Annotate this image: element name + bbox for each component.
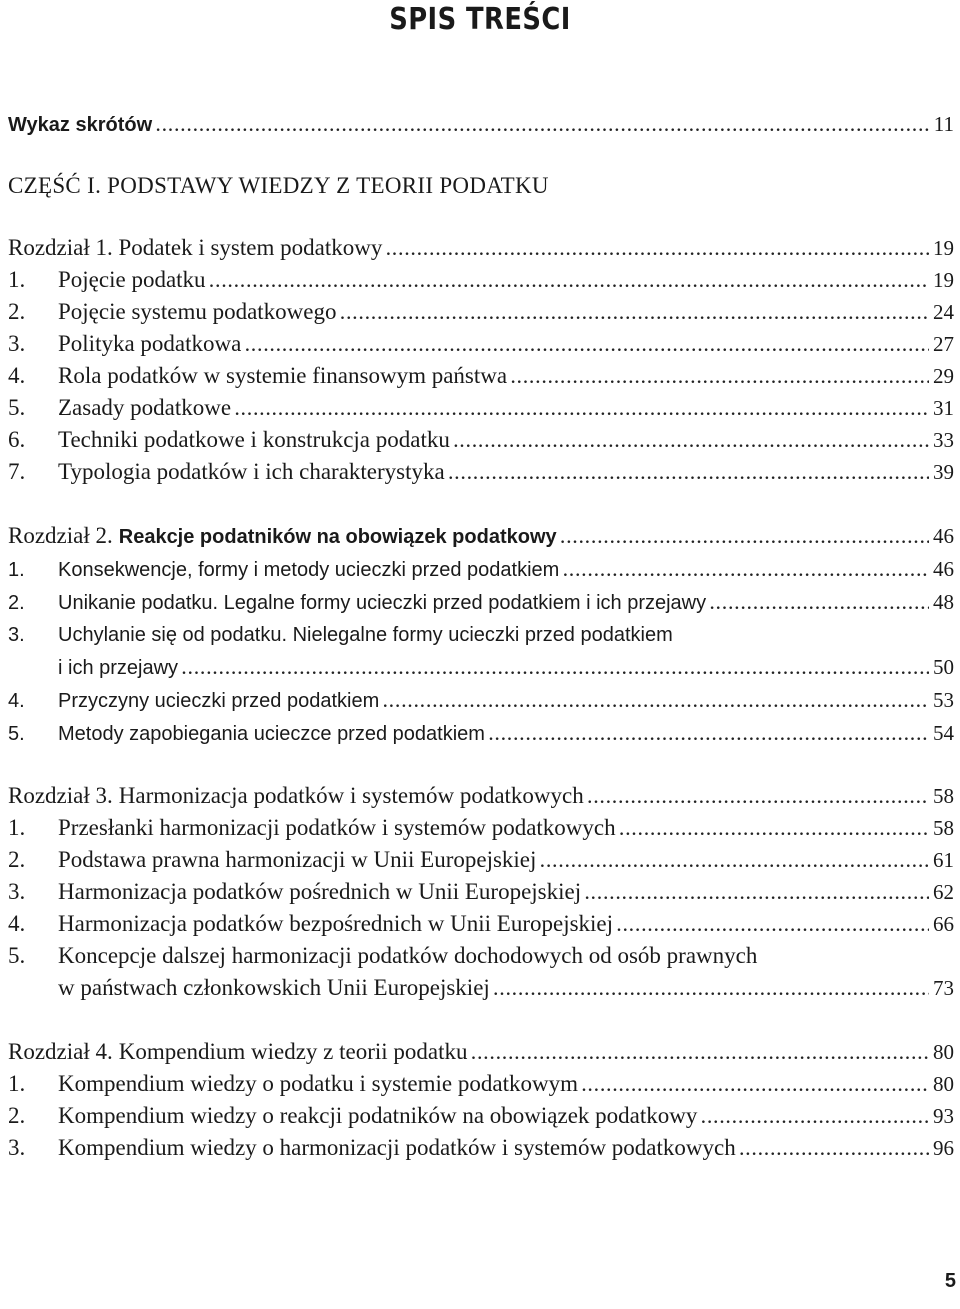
chapter-prefix: Rozdział 2. <box>8 523 113 548</box>
dot-leader <box>511 363 929 395</box>
item-label: Konsekwencje, formy i metody ucieczki przed podatkiem <box>58 559 560 581</box>
toc-item[interactable] <box>8 908 954 940</box>
item-number: 3. <box>8 1135 26 1160</box>
toc-item[interactable] <box>8 424 954 456</box>
toc-item[interactable] <box>8 717 954 749</box>
item-page: 58 <box>933 816 954 840</box>
chapter-3-heading[interactable] <box>8 780 954 812</box>
item-label: Zasady podatkowe <box>58 395 232 420</box>
dot-leader <box>540 847 929 879</box>
dot-leader <box>489 720 929 752</box>
toc-item[interactable] <box>8 586 954 618</box>
item-label: Harmonizacja podatków pośrednich w Unii Europejskiej <box>58 879 582 904</box>
item-number: 5. <box>8 723 25 745</box>
dot-leader <box>561 523 929 555</box>
item-page: 66 <box>933 912 954 936</box>
chapter-prefix: Rozdział 3. <box>8 783 113 808</box>
item-page: 53 <box>933 688 954 712</box>
dot-leader <box>494 975 929 1007</box>
item-label-continued: w państwach członkowskich Unii Europejskiej <box>58 975 490 1000</box>
dot-leader <box>341 299 929 331</box>
dot-leader <box>472 1039 929 1071</box>
page-number: 5 <box>944 1270 956 1292</box>
item-label: Koncepcje dalszej harmonizacji podatków dochodowych od osób prawnych <box>58 943 758 968</box>
chapter-label: Harmonizacja podatków i systemów podatkowych <box>118 783 584 808</box>
part-title: CZĘŚĆ I. PODSTAWY WIEDZY Z TEORII PODATKU <box>8 173 549 198</box>
item-label: Kompendium wiedzy o reakcji podatników na obowiązek podatkowy <box>58 1103 698 1128</box>
item-page: 73 <box>933 976 954 1000</box>
chapter-prefix: Rozdział 4. <box>8 1039 113 1064</box>
item-number: 2. <box>8 592 25 614</box>
dot-leader <box>383 687 929 719</box>
toc-item[interactable] <box>8 328 954 360</box>
item-number: 1. <box>8 559 25 581</box>
item-page: 93 <box>933 1104 954 1128</box>
item-page: 46 <box>933 557 954 581</box>
item-label: Rola podatków w systemie finansowym państwa <box>58 363 508 388</box>
item-label: Metody zapobiegania ucieczce przed podatkiem <box>58 723 485 745</box>
toc-item-continuation[interactable] <box>8 972 954 1004</box>
dot-leader <box>386 235 929 267</box>
item-number: 5. <box>8 395 26 420</box>
item-page: 80 <box>933 1072 954 1096</box>
item-number: 3. <box>8 879 26 904</box>
dot-leader <box>210 267 929 299</box>
item-label: Polityka podatkowa <box>58 331 242 356</box>
item-page: 39 <box>933 460 954 484</box>
toc-item[interactable] <box>8 264 954 296</box>
item-page: 24 <box>933 300 954 324</box>
toc-item[interactable] <box>8 940 954 972</box>
chapter-2-heading[interactable] <box>8 520 954 552</box>
item-number: 1. <box>8 267 26 292</box>
item-label: Uchylanie się od podatku. Nielegalne formy ucieczki przed podatkiem <box>58 624 673 646</box>
item-label: Unikanie podatku. Legalne formy ucieczki przed podatkiem i ich przejawy <box>58 592 707 614</box>
item-label: Techniki podatkowe i konstrukcja podatku <box>58 427 450 452</box>
dot-leader <box>582 1071 929 1103</box>
dot-leader <box>710 589 929 621</box>
page-title: SPIS TREŚCI <box>389 2 571 37</box>
dot-leader <box>454 427 929 459</box>
item-number: 6. <box>8 427 26 452</box>
item-number: 7. <box>8 459 26 484</box>
toc-item[interactable] <box>8 812 954 844</box>
item-number: 4. <box>8 363 26 388</box>
toc-item[interactable] <box>8 684 954 716</box>
toc-item[interactable] <box>8 844 954 876</box>
dot-leader <box>156 111 930 143</box>
dot-leader <box>563 556 929 588</box>
toc-item[interactable] <box>8 619 954 651</box>
item-page: 33 <box>933 428 954 452</box>
dot-leader <box>449 459 929 491</box>
dot-leader <box>182 654 929 686</box>
item-label: Pojęcie podatku <box>58 267 206 292</box>
toc-item[interactable] <box>8 296 954 328</box>
toc-item[interactable] <box>8 876 954 908</box>
item-label: Przesłanki harmonizacji podatków i systemów podatkowych <box>58 815 616 840</box>
item-label: Kompendium wiedzy o podatku i systemie podatkowym <box>58 1071 578 1096</box>
toc-entry-page: 11 <box>933 112 954 136</box>
item-page: 96 <box>933 1136 954 1160</box>
item-page: 54 <box>933 721 954 745</box>
chapter-1-heading[interactable] <box>8 232 954 264</box>
dot-leader <box>701 1103 929 1135</box>
chapter-4-heading[interactable] <box>8 1036 954 1068</box>
item-number: 5. <box>8 943 26 968</box>
item-label: Przyczyny ucieczki przed podatkiem <box>58 690 380 712</box>
toc-item[interactable] <box>8 392 954 424</box>
item-label: Podstawa prawna harmonizacji w Unii Europejskiej <box>58 847 537 872</box>
item-label: Typologia podatków i ich charakterystyka <box>58 459 445 484</box>
item-number: 1. <box>8 1071 26 1096</box>
toc-item[interactable] <box>8 1132 954 1164</box>
chapter-label: Kompendium wiedzy z teorii podatku <box>118 1039 468 1064</box>
dot-leader <box>235 395 929 427</box>
item-label: Harmonizacja podatków bezpośrednich w Unii Europejskiej <box>58 911 614 936</box>
item-page: 31 <box>933 396 954 420</box>
toc-item-continuation[interactable] <box>8 651 954 683</box>
item-number: 3. <box>8 331 26 356</box>
dot-leader <box>245 331 929 363</box>
toc-entry-label: Wykaz skrótów <box>8 114 153 136</box>
item-number: 2. <box>8 847 26 872</box>
item-number: 4. <box>8 690 25 712</box>
item-page: 19 <box>933 268 954 292</box>
item-number: 3. <box>8 624 25 646</box>
item-number: 2. <box>8 1103 26 1128</box>
toc-entry-page: 46 <box>933 524 954 548</box>
item-number: 2. <box>8 299 26 324</box>
item-number: 1. <box>8 815 26 840</box>
toc-entry-abbreviations[interactable] <box>8 108 954 140</box>
item-page: 48 <box>933 590 954 614</box>
dot-leader <box>620 815 929 847</box>
item-number: 4. <box>8 911 26 936</box>
item-label: Pojęcie systemu podatkowego <box>58 299 337 324</box>
toc-item[interactable] <box>8 456 954 488</box>
item-page: 62 <box>933 880 954 904</box>
part-heading <box>8 170 954 202</box>
item-page: 61 <box>933 848 954 872</box>
chapter-label: Rozdział 1. Podatek i system podatkowy <box>8 235 383 260</box>
dot-leader <box>588 783 929 815</box>
toc-item[interactable] <box>8 553 954 585</box>
dot-leader <box>740 1135 929 1167</box>
toc-item[interactable] <box>8 360 954 392</box>
toc-entry-page: 80 <box>933 1040 954 1064</box>
item-page: 27 <box>933 332 954 356</box>
item-page: 29 <box>933 364 954 388</box>
item-label: Kompendium wiedzy o harmonizacji podatków i systemów podatkowych <box>58 1135 736 1160</box>
dot-leader <box>585 879 929 911</box>
chapter-label: Reakcje podatników na obowiązek podatkowy <box>118 526 557 548</box>
dot-leader <box>617 911 929 943</box>
toc-item[interactable] <box>8 1068 954 1100</box>
toc-item[interactable] <box>8 1100 954 1132</box>
item-page: 50 <box>933 655 954 679</box>
toc-entry-page: 19 <box>933 236 954 260</box>
toc-entry-page: 58 <box>933 784 954 808</box>
item-label-continued: i ich przejawy <box>58 657 179 679</box>
